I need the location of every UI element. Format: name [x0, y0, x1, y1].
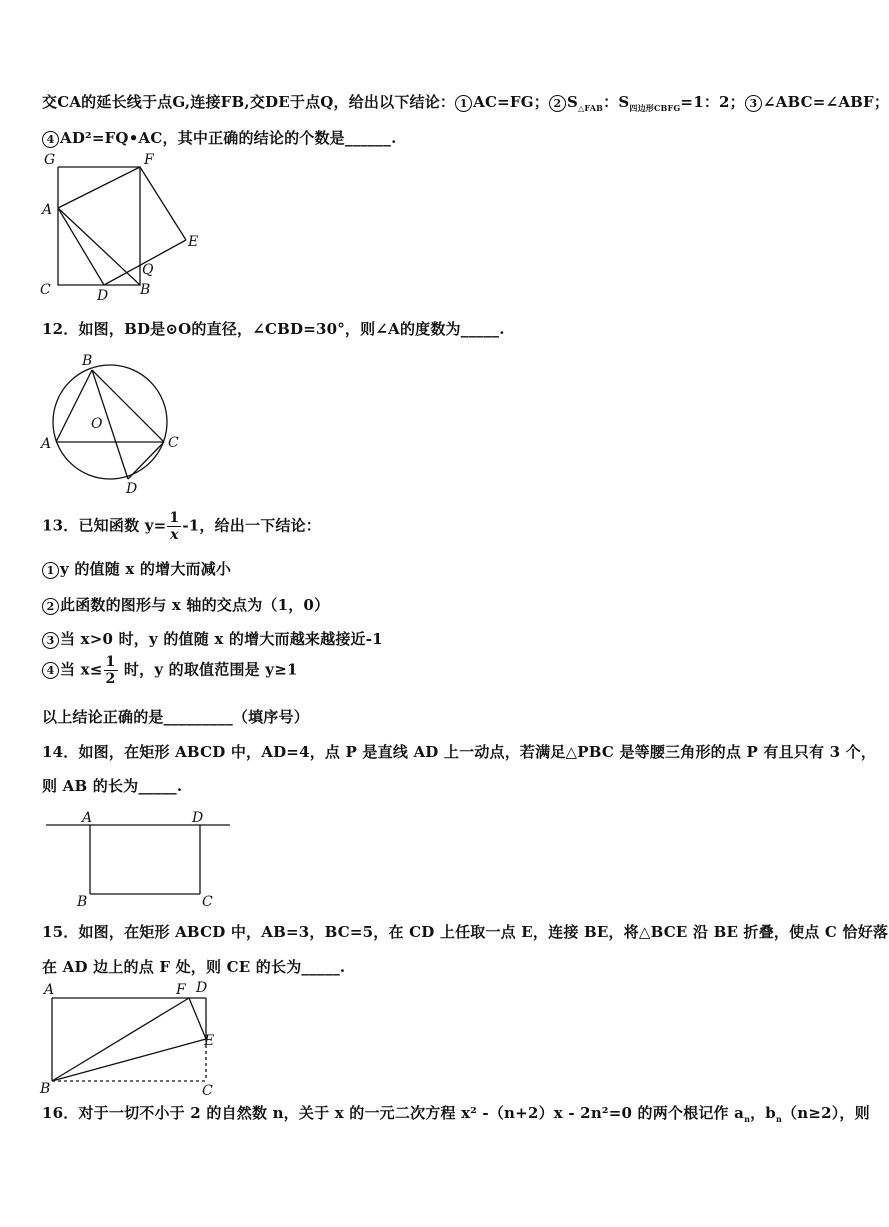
- circled-number: 2: [549, 95, 566, 112]
- label-O: O: [91, 416, 103, 432]
- label-D: D: [196, 980, 208, 996]
- q13-item-3-text: 当 x>0 时，y 的值随 x 的增大而越来越接近-1: [60, 630, 383, 648]
- label-D: D: [126, 481, 138, 497]
- circled-number: 1: [42, 562, 59, 579]
- frac-denominator: x: [170, 527, 179, 543]
- label-B: B: [77, 894, 88, 910]
- q15-line1: 15．如图，在矩形 ABCD 中，AB=3，BC=5，在 CD 上任取一点 E，连接 BE，将△BCE 沿 BE 折叠，使点 C 恰好落: [42, 923, 889, 941]
- circled-number: 4: [42, 131, 59, 148]
- q13-item-4-a: 当 x≤: [60, 660, 103, 679]
- circled-number: 4: [42, 662, 59, 679]
- q13-item-4: [42, 654, 298, 687]
- q11-conclusion-2-b: ：S: [603, 93, 630, 111]
- label-E: E: [188, 234, 199, 250]
- q16-text-a: 16．对于一切不小于 2 的自然数 n，关于 x 的一元二次方程 x² -（n+2）x - 2n²=0 的两个根记作 a: [42, 1104, 745, 1122]
- label-B: B: [82, 353, 93, 369]
- q13-text-b: -1，给出一下结论：: [182, 516, 322, 535]
- label-B: B: [40, 1081, 51, 1097]
- label-E: E: [204, 1033, 215, 1049]
- label-C: C: [168, 435, 179, 451]
- q16-sub: n: [775, 1114, 783, 1124]
- q13-item-2-text: 此函数的图形与 x 轴的交点为（1，0）: [60, 596, 330, 614]
- q11-conclusion-3: ∠ABC=∠ABF；: [762, 93, 889, 111]
- q11-figure: [30, 150, 210, 305]
- label-C: C: [202, 1083, 213, 1099]
- label-Q: Q: [142, 262, 154, 278]
- q11-sub2: 四边形CBFG: [629, 103, 681, 113]
- q13-item-1-text: y 的值随 x 的增大而减小: [60, 560, 232, 578]
- frac-denominator: 2: [105, 671, 116, 687]
- circled-number: 3: [42, 632, 59, 649]
- q15-line2: 在 AD 边上的点 F 处，则 CE 的长为_____.: [42, 958, 346, 976]
- label-A: A: [82, 810, 93, 826]
- q13-text-a: 13．已知函数 y=: [42, 516, 167, 535]
- q14-line1: 14．如图，在矩形 ABCD 中，AD=4，点 P 是直线 AD 上一动点，若满足△PBC 是等腰三角形的点 P 有且只有 3 个，: [42, 743, 877, 761]
- q11-conclusion-4: AD²=FQ•AC，其中正确的结论的个数是______.: [60, 129, 397, 147]
- q13-answer: 以上结论正确的是_________（填序号）: [42, 708, 309, 726]
- q13-item-4-b: 时，y 的取值范围是 y≥1: [118, 660, 298, 679]
- q13-item-2: [42, 594, 329, 615]
- q11-line1: [42, 91, 889, 114]
- label-A: A: [42, 202, 53, 218]
- q11-conclusion-1: AC=FG；: [473, 93, 549, 111]
- q13-item-3: [42, 628, 383, 649]
- label-C: C: [40, 282, 51, 298]
- q14-figure: [40, 808, 240, 908]
- q12-figure: [38, 350, 188, 500]
- q13-question: [42, 510, 321, 543]
- label-C: C: [202, 894, 213, 910]
- q11-conclusion-2-a: S: [566, 93, 578, 111]
- q11-sub1: △FAB: [578, 103, 604, 113]
- circled-number: 2: [42, 598, 59, 615]
- label-D: D: [192, 810, 204, 826]
- circled-number: 3: [745, 95, 762, 112]
- label-A: A: [41, 436, 52, 452]
- label-A: A: [44, 982, 55, 998]
- q11-line2: [42, 127, 397, 148]
- q16-text-c: （n≥2），则: [782, 1104, 870, 1122]
- q13-item-1: [42, 558, 231, 579]
- label-G: G: [44, 152, 56, 168]
- label-F: F: [144, 152, 154, 168]
- q11-conclusion-2-c: =1：2；: [680, 93, 745, 111]
- q16-question: [42, 1102, 870, 1124]
- label-D: D: [97, 288, 109, 304]
- frac-numerator: 1: [169, 510, 180, 526]
- frac-numerator: 1: [105, 654, 116, 670]
- q16-text-b: ，b: [750, 1104, 776, 1122]
- circled-number: 1: [455, 95, 472, 112]
- fraction: [167, 510, 181, 543]
- q14-line2: 则 AB 的长为_____.: [42, 777, 183, 795]
- q12-question: 12．如图，BD是⊙O的直径，∠CBD=30°，则∠A的度数为_____.: [42, 320, 505, 338]
- q15-figure: [36, 978, 226, 1098]
- label-F: F: [176, 982, 186, 998]
- q11-intro: 交CA的延长线于点G,连接FB,交DE于点Q，给出以下结论：: [42, 93, 456, 111]
- label-B: B: [140, 282, 151, 298]
- q16-sub: n: [744, 1114, 751, 1124]
- fraction: [104, 654, 118, 687]
